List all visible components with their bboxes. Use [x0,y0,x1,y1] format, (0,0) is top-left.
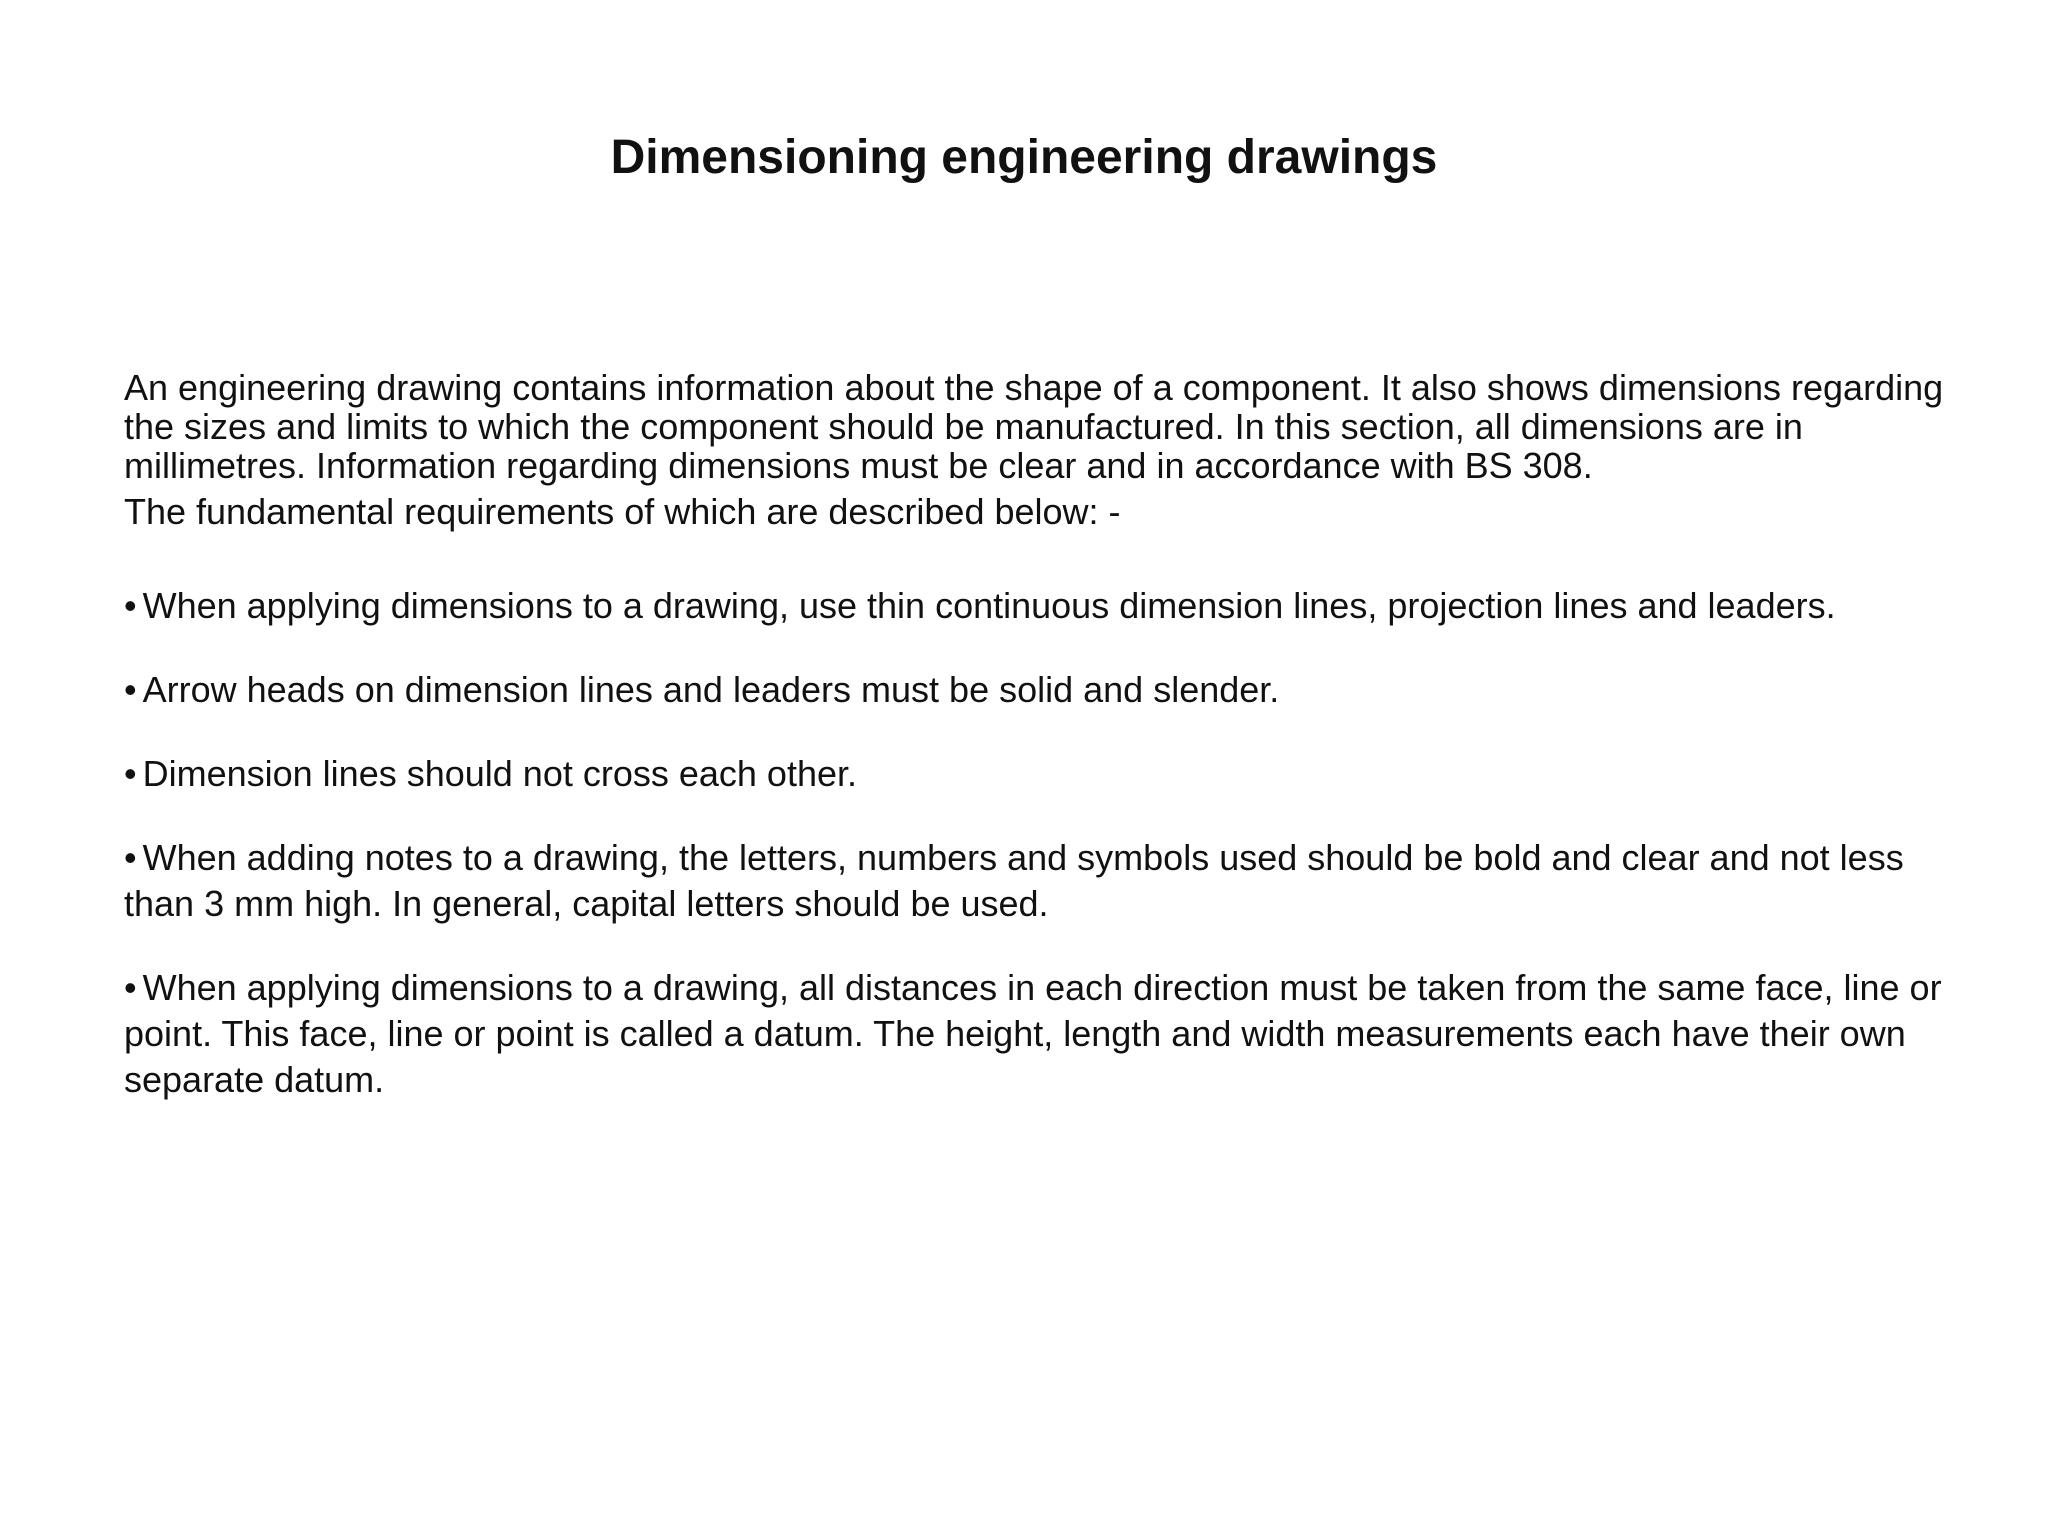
bullet-marker: • [124,967,137,1008]
intro-follow-line: The fundamental requirements of which are described below: - [124,491,1121,532]
list-item [124,667,1964,713]
requirements-list [124,583,1964,1103]
list-item-text: Dimension lines should not cross each other. [142,753,858,794]
page-title: Dimensioning engineering drawings [610,131,1438,184]
list-item [124,965,1964,1103]
list-item-text: When applying dimensions to a drawing, all distances in each direction must be taken from the same face, line or point. This face, line or point is called a datum. The height, length and width measurements each have their own separate datum. [124,967,1942,1100]
list-item-text: When adding notes to a drawing, the letters, numbers and symbols used should be bold and clear and not less than 3 mm high. In general, capital letters should be used. [124,837,1904,924]
bullet-marker: • [124,753,137,794]
list-item [124,583,1964,629]
list-item [124,835,1964,927]
slide-body [124,368,1964,1141]
bullet-marker: • [124,585,137,626]
intro-paragraph: An engineering drawing contains information about the shape of a component. It also shows dimensions regarding the sizes and limits to which the component should be manufactured. In this section, all dimensions are in millimetres. Information regarding dimensions must be clear and in accordance with BS 308. [124,367,1944,486]
list-item-text: When applying dimensions to a drawing, use thin continuous dimension lines, projection lines and leaders. [142,585,1836,626]
list-item [124,751,1964,797]
bullet-marker: • [124,837,137,878]
list-item-text: Arrow heads on dimension lines and leaders must be solid and slender. [142,669,1280,710]
bullet-marker: • [124,669,137,710]
